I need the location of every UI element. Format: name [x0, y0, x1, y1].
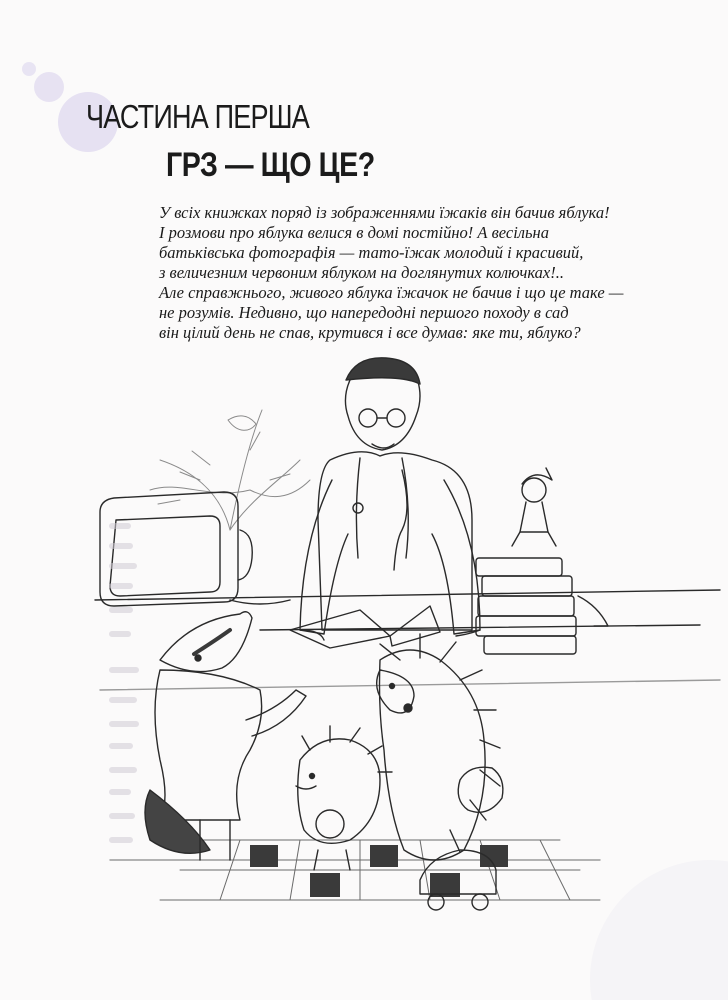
paragraph-line: не розумів. Недивно, що напередодні першого походу в сад: [159, 303, 569, 322]
decorative-circle-medium: [34, 72, 64, 102]
chapter-subheading: ГРЗ — ЩО ЦЕ?: [166, 146, 375, 184]
doctor-drawing: [300, 358, 480, 640]
paragraph-line: з величезним червоним яблуком на доглянутих колючках!..: [159, 263, 564, 282]
doctor-office-illustration: [0, 340, 728, 960]
paragraph-line: він цілий день не спав, крутився і все думав: яке ти, яблуко?: [159, 323, 581, 342]
intro-paragraph: [159, 203, 679, 343]
paragraph-line: Але справжнього, живого яблука їжачок не бачив і що це таке —: [159, 283, 624, 302]
paragraph-line: батьківська фотографія — тато-їжак молодий і красивий,: [159, 243, 584, 262]
decorative-circle-small: [22, 62, 36, 76]
big-hedgehog-drawing: [377, 634, 500, 860]
paragraph-line: І розмови про яблука велися в домі постійно! А весільна: [159, 223, 549, 242]
plant-drawing: [150, 410, 310, 530]
floor-tiles-drawing: [160, 840, 600, 900]
raccoon-drawing: [145, 612, 306, 860]
chapter-heading: ЧАСТИНА ПЕРША: [86, 98, 309, 135]
bleed-through-text: [112, 526, 136, 840]
paragraph-line: У всіх книжках поряд із зображеннями їжаків він бачив яблука!: [159, 203, 610, 222]
book-drawing: [290, 606, 440, 648]
